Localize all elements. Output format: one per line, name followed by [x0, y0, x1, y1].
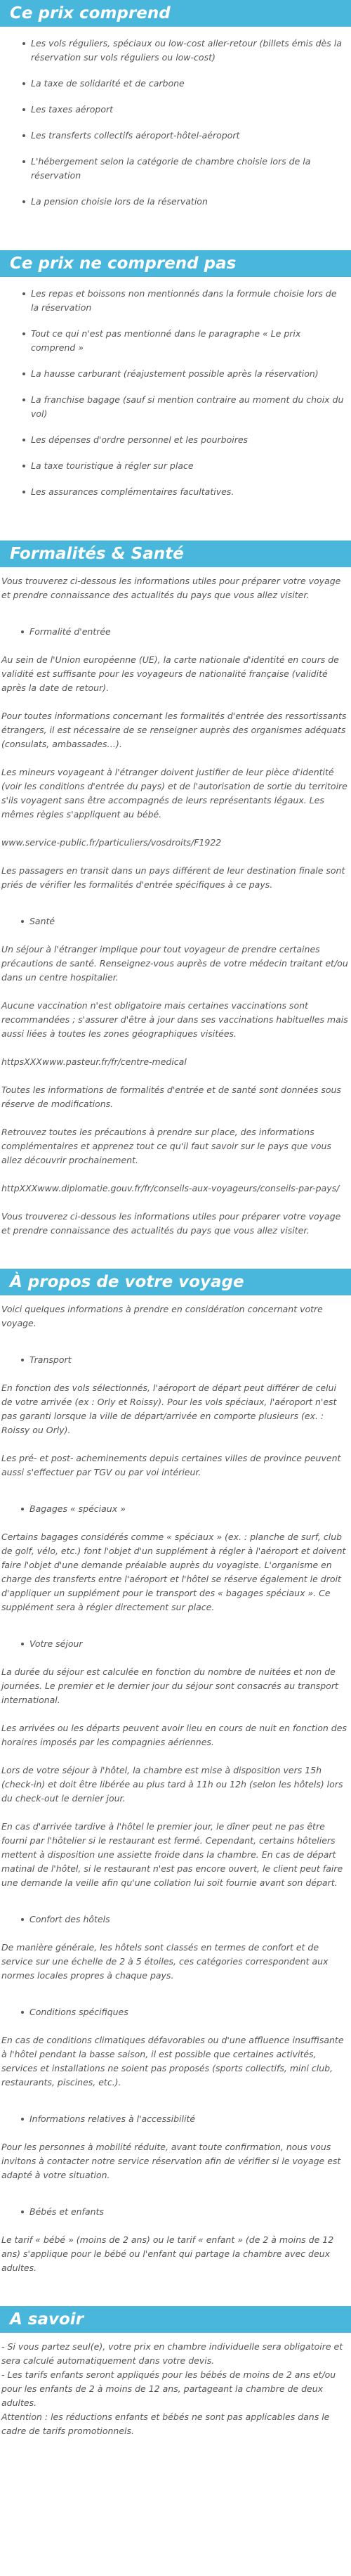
subheading-text: Transport	[29, 1354, 72, 1365]
formalities-body	[0, 567, 351, 1269]
list-item	[22, 77, 344, 91]
paragraph: Aucune vaccination n'est obligatoire mais certaines vaccinations sont recommandées ; s'assurer d'être à jour dans ses vaccinations habituelles mais aussi liées à toutes les zones géographiques visitées.	[1, 1000, 348, 1039]
bullet-dot-icon	[21, 2011, 24, 2014]
asavoir-title: A savoir	[0, 2306, 351, 2333]
list-item-text: Les repas et boissons non mentionnés dans la formule choisie lors de la réservation	[31, 288, 337, 313]
list-item-text: Tout ce qui n'est pas mentionné dans le paragraphe « Le prix comprend »	[31, 328, 301, 353]
paragraph: Les pré- et post- acheminements depuis certaines villes de province peuvent aussi s'effectuer par TGV ou par voi intérieur.	[1, 1453, 341, 1477]
bullet-dot-icon	[21, 2211, 24, 2213]
paragraph: En cas de conditions climatiques défavorables ou d'une affluence insuffisante à l'hôtel pendant la basse saison, il est possible que certaines activités, services et installations ne soient pas proposés (sports collectifs, mini club, restaurants, piscines, etc.).	[1, 2035, 344, 2088]
bullet-dot-icon	[22, 491, 25, 493]
paragraph: Vous trouverez ci-dessous les informations utiles pour préparer votre voyage et prendre connaissance des actualités du pays que vous allez visiter.	[1, 576, 341, 600]
paragraph: www.service-public.fr/particuliers/vosdroits/F1922	[1, 837, 222, 848]
asavoir-body	[0, 2333, 351, 2455]
subheading	[1, 1353, 348, 1367]
subheading-text: Confort des hôtels	[29, 1914, 110, 1924]
list-item	[22, 327, 344, 355]
bullet-dot-icon	[21, 1918, 24, 1921]
list-item	[22, 433, 344, 447]
paragraph: Les arrivées ou les départs peuvent avoir lieu en cours de nuit en fonction des horaires imposés par les compagnies aériennes.	[1, 1723, 347, 1747]
paragraph: Un séjour à l'étranger implique pour tout voyageur de prendre certaines précautions de santé. Renseignez-vous auprès de votre médecin traitant et/ou dans un centre hospitalier.	[1, 944, 348, 983]
paragraph: En cas d'arrivée tardive à l'hôtel le premier jour, le dîner peut ne pas être fourni par l'hôtelier si le restaurant est fermé. Cependant, certains hôteliers mettent à disposition une assiette froide dans la chambre. En cas de départ matinal de l'hôtel, si le restaurant n'est pas encore ouvert, le client peut faire une demande la veille afin qu'une collation lui soit fournie avant son départ.	[1, 1821, 343, 1888]
includes-title: Ce prix comprend	[0, 0, 351, 27]
subheading	[1, 2005, 348, 2019]
list-item-text: L'hébergement selon la catégorie de chambre choisie lors de la réservation	[31, 156, 311, 181]
list-item-text: La pension choisie lors de la réservation	[31, 196, 208, 207]
bullet-dot-icon	[21, 1508, 24, 1510]
list-item-text: La taxe de solidarité et de carbone	[31, 78, 185, 89]
bullet-dot-icon	[21, 1359, 24, 1361]
list-item-text: Les vols réguliers, spéciaux ou low-cost aller-retour (billets émis dès la réservation sur vols réguliers ou low-cost)	[31, 38, 342, 63]
subheading-text: Formalité d'entrée	[29, 626, 111, 637]
paragraph: Retrouvez toutes les précautions à prendre sur place, des informations complémentaires et apprenez tout ce qu'il faut savoir sur le pays que vous allez découvrir prochainement.	[1, 1127, 331, 1165]
list-item	[22, 485, 344, 499]
subheading-text: Santé	[29, 916, 55, 926]
includes-list	[0, 27, 351, 235]
excludes-title: Ce prix ne comprend pas	[0, 250, 351, 277]
list-item-text: La franchise bagage (sauf si mention contraire au moment du choix du vol)	[31, 394, 344, 419]
bullet-dot-icon	[22, 373, 25, 375]
list-item-text: La taxe touristique à régler sur place	[31, 460, 194, 471]
list-item-text: Les transferts collectifs aéroport-hôtel-aéroport	[31, 130, 240, 141]
paragraph: De manière générale, les hôtels sont classés en termes de confort et de service sur une échelle de 2 à 5 étoiles, ces catégories correspondent aux normes locales propres à chaque pays.	[1, 1942, 329, 1981]
bullet-dot-icon	[22, 465, 25, 467]
paragraph: httpXXXwww.diplomatie.gouv.fr/fr/conseils-aux-voyageurs/conseils-par-pays/	[1, 1183, 340, 1193]
list-item-text: Les assurances complémentaires facultatives.	[31, 486, 234, 497]
paragraph: Les passagers en transit dans un pays différent de leur destination finale sont priés de vérifier les formalités d'entrée spécifiques à ce pays.	[1, 865, 345, 890]
subheading	[1, 1637, 348, 1651]
list-item-text: La hausse carburant (réajustement possible après la réservation)	[31, 368, 319, 379]
note-line: - Les tarifs enfants seront appliqués pour les bébés de moins de 2 ans et/ou pour les enfants de 2 à moins de 12 ans, partageant la chambre de deux adultes.	[1, 2369, 336, 2408]
bullet-dot-icon	[21, 630, 24, 633]
bullet-dot-icon	[22, 82, 25, 85]
paragraph: Pour les personnes à mobilité réduite, avant toute confirmation, nous vous invitons à contacter notre service réservation afin de vérifier si le voyage est adapté à votre situation.	[1, 2142, 341, 2180]
paragraph: Vous trouverez ci-dessous les informations utiles pour préparer votre voyage et prendre connaissance des actualités du pays que vous allez visiter.	[1, 1211, 341, 1236]
paragraph: En fonction des vols sélectionnés, l'aéroport de départ peut différer de celui de votre arrivée (ex : Orly et Roissy). Pour les vols spéciaux, l'aéroport n'est pas garanti lorsque la ville de départ/arrivée en comporte plusieurs (ex. : Roissy ou Orly).	[1, 1383, 337, 1435]
paragraph: Le tarif « bébé » (moins de 2 ans) ou le tarif « enfant » (de 2 à moins de 12 ans) s'applique pour le bébé ou l'enfant qui partage la chambre avec deux adultes.	[1, 2234, 334, 2273]
bullet-dot-icon	[21, 1643, 24, 1645]
subheading-text: Conditions spécifiques	[29, 2007, 128, 2017]
paragraph: Toutes les informations de formalités d'entrée et de santé sont données sous réserve de modifications.	[1, 1085, 341, 1109]
formalities-title: Formalités & Santé	[0, 541, 351, 567]
bullet-dot-icon	[22, 160, 25, 163]
subheading-text: Informations relatives à l'accessibilité	[29, 2114, 196, 2124]
excludes-list	[0, 277, 351, 525]
bullet-dot-icon	[22, 200, 25, 203]
subheading	[1, 2112, 348, 2126]
paragraph: Lors de votre séjour à l'hôtel, la chambre est mise à disposition vers 15h (check-in) et doit être libérée au plus tard à 11h ou 12h (selon les hôtels) lors du check-out le dernier jour.	[1, 1765, 343, 1804]
paragraph: La durée du séjour est calculée en fonction du nombre de nuitées et non de journées. Le premier et le dernier jour du séjour sont consacrés au transport international.	[1, 1666, 338, 1705]
bullet-dot-icon	[22, 108, 25, 111]
about-section	[0, 1269, 351, 2306]
asavoir-section	[0, 2306, 351, 2455]
paragraph: Les mineurs voyageant à l'étranger doivent justifier de leur pièce d'identité (voir les conditions d'entrée du pays) et de l'autorisation de sortie du territoire s'ils voyagent sans être accompagnés de leurs représentants légaux. Les mêmes règles s'appliquent au bébé.	[1, 767, 347, 820]
list-item	[22, 129, 344, 143]
includes-section	[0, 0, 351, 235]
bullet-dot-icon	[22, 292, 25, 295]
note-line: Attention : les réductions enfants et bébés ne sont pas applicables dans le cadre de tarifs promotionnels.	[1, 2412, 330, 2436]
subheading	[1, 1912, 348, 1927]
paragraph: Pour toutes informations concernant les formalités d'entrée des ressortissants étrangers, il est nécessaire de se renseigner auprès des organismes adéquats (consulats, ambassades…).	[1, 711, 347, 749]
formalities-section	[0, 541, 351, 1269]
paragraph: Au sein de l'Union européenne (UE), la carte nationale d'identité en cours de validité est suffisante pour les voyageurs de nationalité française (validité après la date de retour).	[1, 654, 339, 693]
paragraph: Certains bagages considérés comme « spéciaux » (ex. : planche de surf, club de golf, vélo, etc.) font l'objet d'un supplément à régler à l'aéroport et doivent faire l'objet d'une demande préalable auprès du voyagiste. L'organisme en charge des transferts entre l'aéroport et l'hôtel se réserve également le droit d'appliquer un supplément pour le transport des « bagages spéciaux ». Ce supplément sera à régler directement sur place.	[1, 1532, 346, 1612]
subheading	[1, 625, 348, 639]
subheading-text: Votre séjour	[29, 1638, 83, 1649]
bullet-dot-icon	[22, 399, 25, 401]
list-item-text: Les taxes aéroport	[31, 104, 114, 115]
bullet-dot-icon	[21, 2118, 24, 2121]
subheading	[1, 914, 348, 928]
paragraph: httpsXXXwww.pasteur.fr/fr/centre-medical	[1, 1056, 187, 1067]
list-item	[22, 195, 344, 209]
bullet-dot-icon	[22, 439, 25, 441]
excludes-section	[0, 250, 351, 525]
list-item-text: Les dépenses d'ordre personnel et les pourboires	[31, 434, 249, 445]
list-item	[22, 103, 344, 117]
about-title: À propos de votre voyage	[0, 1269, 351, 1295]
list-item	[22, 37, 344, 65]
note-line: - Si vous partez seul(e), votre prix en chambre individuelle sera obligatoire et sera calculé automatiquement dans votre devis.	[1, 2341, 343, 2366]
bullet-dot-icon	[21, 920, 24, 923]
bullet-dot-icon	[22, 42, 25, 45]
subheading	[1, 2205, 348, 2219]
subheading	[1, 1502, 348, 1516]
bullet-dot-icon	[22, 134, 25, 137]
subheading-text: Bagages « spéciaux »	[29, 1503, 126, 1514]
bullet-dot-icon	[22, 332, 25, 335]
list-item	[22, 459, 344, 473]
list-item	[22, 155, 344, 183]
list-item	[22, 393, 344, 421]
about-body	[0, 1295, 351, 2306]
list-item	[22, 287, 344, 315]
list-item	[22, 367, 344, 381]
paragraph: Voici quelques informations à prendre en considération concernant votre voyage.	[1, 1304, 323, 1328]
subheading-text: Bébés et enfants	[29, 2206, 104, 2217]
